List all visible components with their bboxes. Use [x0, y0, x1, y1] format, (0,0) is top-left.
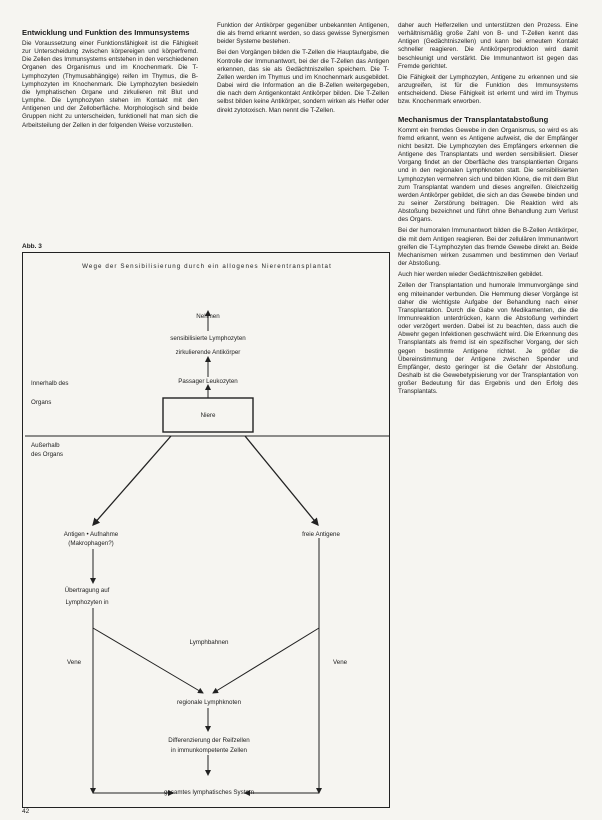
node-makrophagen: (Makrophagen?)	[68, 540, 114, 547]
node-vene-left: Vene	[67, 659, 82, 666]
node-sensibilisierte-lymphozyten: sensibilisierte Lymphozyten	[170, 335, 246, 342]
figure-box	[22, 252, 390, 808]
label-organs: Organs	[31, 399, 52, 406]
node-gesamtes-lymphatisches-system: gesamtes lymphatisches System	[163, 789, 255, 796]
paragraph: Kommt ein fremdes Gewebe in den Organismus, so wird es als fremd erkannt, wenn es Antigene aufweist, die der Empfänger nicht besitzt. Die Lymphozyten des Empfängers erkennen die Antigene des Transplantats und werden sensibilisiert. Dieser Vorgang findet an der Oberfläche des transplantierten Organs und in den regionalen Lymphknoten statt. Die sensibilisierten Lymphozyten vermehren sich und bilden Klone, die mit dem Blut zum Transplantat wandern und dieses angreifen. Gleichzeitig werden Antikörper gebildet, die sich an das Gewebe binden und zu seiner Zerstörung beitragen. Die Reaktion wird als Abstoßung bezeichnet und führt ohne Behandlung zum Verlust des Organs.	[398, 126, 578, 224]
paragraph: Auch hier werden wieder Gedächtniszellen gebildet.	[398, 271, 543, 279]
node-lymphozyten-in: Lymphozyten in	[65, 599, 109, 606]
page-number: 42	[22, 808, 30, 815]
label-des-organs: des Organs	[31, 451, 63, 458]
paragraph: Die Voraussetzung einer Funktionsfähigkeit ist die Fähigkeit zur Unterscheidung zwischen körpereigen und körperfremd. Die Zellen des Immunsystems entstehen in den verschiedenen Organen des Organismus und im Knochenmark. Die T-Lymphozyten (Thymusabhängige) reifen im Thymus, die B-Lymphozyten im Knochenmark. Die Lymphozyten besiedeln die lymphatischen Organe und zirkulieren mit Blut und Lymphe. Die Lymphozyten stehen im Kontakt mit den Antigenen und der Zelloberfläche. Morphologisch sind beide Gruppen nicht zu unterscheiden, funktionell hat man sich die Arbeitsteilung der Zellen in der folgenden Weise vorzustellen.	[22, 40, 198, 129]
paragraph: Bei der humoralen Immunantwort bilden die B-Zellen Antikörper, die mit dem Antigen reagieren. Bei der zellulären Immunantwort greifen die T-Lymphozyten das fremde Gewebe direkt an. Beide Mechanismen wirken zusammen und bestimmen den Verlauf der Abstoßung.	[398, 227, 578, 268]
paragraph: Zellen der Transplantation und humorale Immunvorgänge sind eng miteinander verbunden. Die Hemmung dieser Vorgänge ist daher die wichtigste Aufgabe der Behandlung nach einer Transplantation. Durch die Gabe von Medikamenten, die die Immunreaktion unterdrücken, kann die Abstoßung verhindert oder verzögert werden. Dabei ist zu beachten, dass auch die Abwehr gegen Infektionen geschwächt wird. Die Erkennung des Transplantats als fremd ist ein spezifischer Vorgang, der sich gegen bestimmte Antigene richtet. Je größer die Übereinstimmung der Antigene zwischen Spender und Empfänger, desto geringer ist die Gefahr der Abstoßung. Deshalb ist die Gewebetypisierung vor der Transplantation von großer Bedeutung für das Ergebnis und den Erfolg des Transplantats.	[398, 282, 578, 396]
node-lymphbahnen: Lymphbahnen	[189, 639, 229, 646]
node-antigen-aufnahme: Antigen • Aufnahme	[63, 531, 119, 538]
label-innerhalb: Innerhalb des	[31, 380, 69, 387]
paragraph: Die Fähigkeit der Lymphozyten, Antigene zu erkennen und sie anzugreifen, ist für die Funktion des Immunsystems entscheidend. Diese Fähigkeit ist erlernt und wird im Thymus bzw. Knochenmark erworben.	[398, 73, 578, 106]
text-column-3	[398, 22, 578, 802]
node-freie-antigene: freie Antigene	[302, 531, 340, 538]
paragraph: Funktion der Antikörper gegenüber unbekannten Antigenen, die als fremd erkannt werden, so dass gewisse Synergismen beider Systeme bestehen.	[217, 22, 389, 46]
paragraph: daher auch Helferzellen und unterstützen den Prozess. Eine verhältnismäßig große Zahl von B- und T-Zellen kennt das Antigen (Gedächtniszellen) und kann bei erneutem Kontakt schneller reagieren. Die Antikörperproduktion wird damit beschleunigt und verstärkt. Die Immunantwort ist gegen das Fremde gerichtet.	[398, 22, 578, 70]
node-vene-right: Vene	[333, 659, 348, 666]
figure-label: Abb. 3	[22, 243, 42, 250]
node-niere: Niere	[200, 412, 216, 419]
node-regionale-lymphknoten: regionale Lymphknoten	[176, 699, 242, 706]
node-differenzierung: Differenzierung der Reifzellen	[168, 737, 250, 744]
paragraph: Bei den Vorgängen bilden die T-Zellen die Hauptaufgabe, die Kontrolle der Immunantwort, bei der die T-Zellen das Antigen erkennen, das sie als Gedächtniszellen speichern. Die T-Zellen werden im Thymus und im Knochenmark ausgebildet. Dabei wird die Information an die B-Zellen weitergegeben, die nach dem Antigenkontakt Antikörper bilden. Die T-Zellen selbst bilden keine Antikörper, sondern wirken als Helfer oder direkt zytotoxisch. Man nennt die T-Zellen.	[217, 49, 389, 114]
node-passager-leukozyten: Passager Leukozyten	[178, 378, 238, 385]
node-uebertragung: Übertragung auf	[64, 587, 110, 594]
label-ausserhalb: Außerhalb	[31, 442, 60, 449]
node-immunkompetente-zellen: in immunkompetente Zellen	[170, 747, 248, 754]
text-column-1	[22, 28, 198, 236]
node-zirkulierende-antikoerper: zirkulierende Antikörper	[175, 349, 241, 356]
section-heading-entwicklung: Entwicklung und Funktion des Immunsystems	[22, 28, 190, 37]
figure-title: Wege der Sensibilisierung durch ein allogenes Nierentransplantat	[82, 263, 332, 270]
section-heading-mechanismus: Mechanismus der Transplantatabstoßung	[398, 114, 549, 124]
text-column-2	[217, 22, 389, 236]
node-nehmen: Nehmen	[196, 313, 220, 320]
